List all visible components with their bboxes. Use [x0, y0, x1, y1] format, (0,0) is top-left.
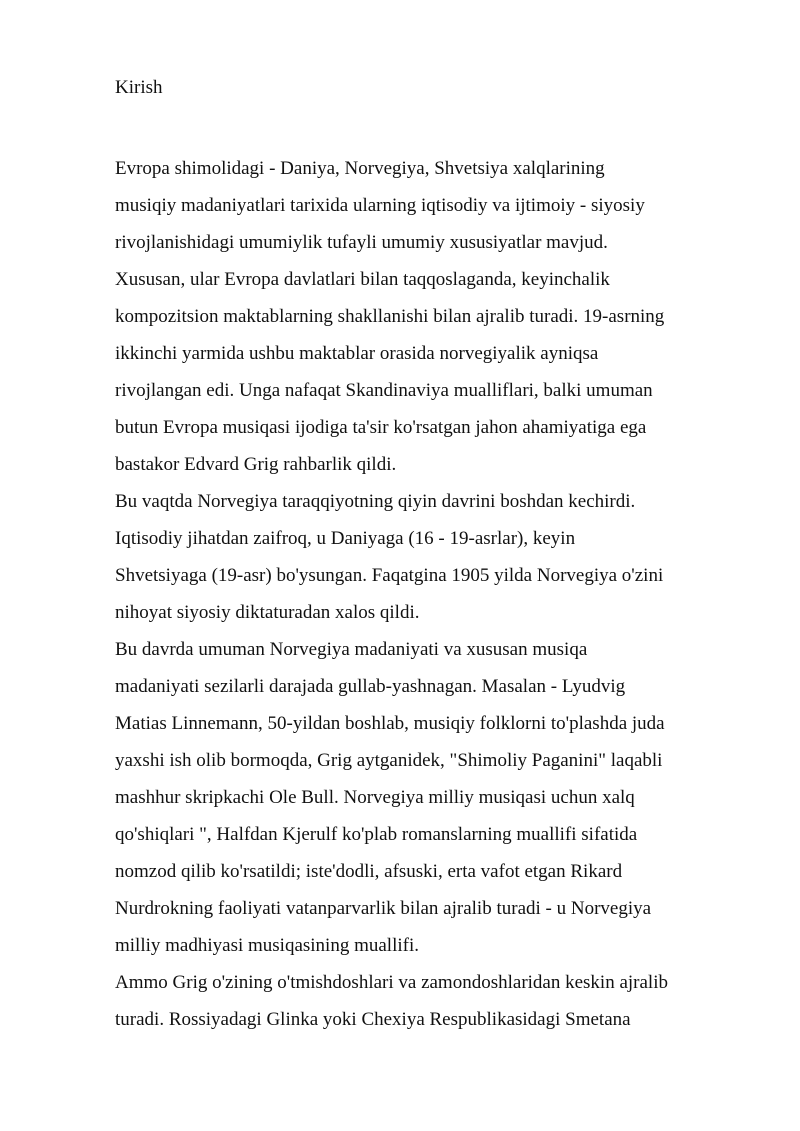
text-line: Bu vaqtda Norvegiya taraqqiyotning qiyin davrini boshdan kechirdi.: [115, 491, 636, 512]
text-line: Evropa shimolidagi - Daniya, Norvegiya, Shvetsiya xalqlarining: [115, 158, 605, 179]
text-line: nomzod qilib ko'rsatildi; iste'dodli, afsuski, erta vafot etgan Rikard: [115, 861, 623, 882]
body-text: [115, 150, 755, 1038]
text-line: Bu davrda umuman Norvegiya madaniyati va xususan musiqa: [115, 639, 588, 660]
text-line: musiqiy madaniyatlari tarixida ularning iqtisodiy va ijtimoiy - siyosiy: [115, 195, 645, 216]
text-line: rivojlanishidagi umumiylik tufayli umumiy xususiyatlar mavjud.: [115, 232, 608, 253]
text-line: Ammo Grig o'zining o'tmishdoshlari va zamondoshlaridan keskin ajralib: [115, 972, 668, 993]
text-line: yaxshi ish olib bormoqda, Grig aytganidek, "Shimoliy Paganini" laqabli: [115, 750, 663, 771]
text-line: ikkinchi yarmida ushbu maktablar orasida norvegiyalik ayniqsa: [115, 343, 599, 364]
text-line: Nurdrokning faoliyati vatanparvarlik bilan ajralib turadi - u Norvegiya: [115, 898, 652, 919]
text-line: madaniyati sezilarli darajada gullab-yashnagan. Masalan - Lyudvig: [115, 676, 626, 697]
text-line: Matias Linnemann, 50-yildan boshlab, musiqiy folklorni to'plashda juda: [115, 713, 665, 734]
text-line: Shvetsiyaga (19-asr) bo'ysungan. Faqatgina 1905 yilda Norvegiya o'zini: [115, 565, 664, 586]
text-line: turadi. Rossiyadagi Glinka yoki Chexiya Respublikasidagi Smetana: [115, 1009, 631, 1030]
text-line: bastakor Edvard Grig rahbarlik qildi.: [115, 454, 397, 475]
text-line: Iqtisodiy jihatdan zaifroq, u Daniyaga (16 - 19-asrlar), keyin: [115, 528, 576, 549]
text-line: butun Evropa musiqasi ijodiga ta'sir ko'rsatgan jahon ahamiyatiga ega: [115, 417, 647, 438]
text-line: Xususan, ular Evropa davlatlari bilan taqqoslaganda, keyinchalik: [115, 269, 610, 290]
text-line: milliy madhiyasi musiqasining muallifi.: [115, 935, 419, 956]
text-line: rivojlangan edi. Unga nafaqat Skandinaviya mualliflari, balki umuman: [115, 380, 653, 401]
text-line: qo'shiqlari ", Halfdan Kjerulf ko'plab romanslarning muallifi sifatida: [115, 824, 638, 845]
text-line: nihoyat siyosiy diktaturadan xalos qildi.: [115, 602, 420, 623]
text-line: mashhur skripkachi Ole Bull. Norvegiya milliy musiqasi uchun xalq: [115, 787, 635, 808]
section-heading: Kirish: [115, 77, 163, 98]
text-line: kompozitsion maktablarning shakllanishi bilan ajralib turadi. 19-asrning: [115, 306, 665, 327]
